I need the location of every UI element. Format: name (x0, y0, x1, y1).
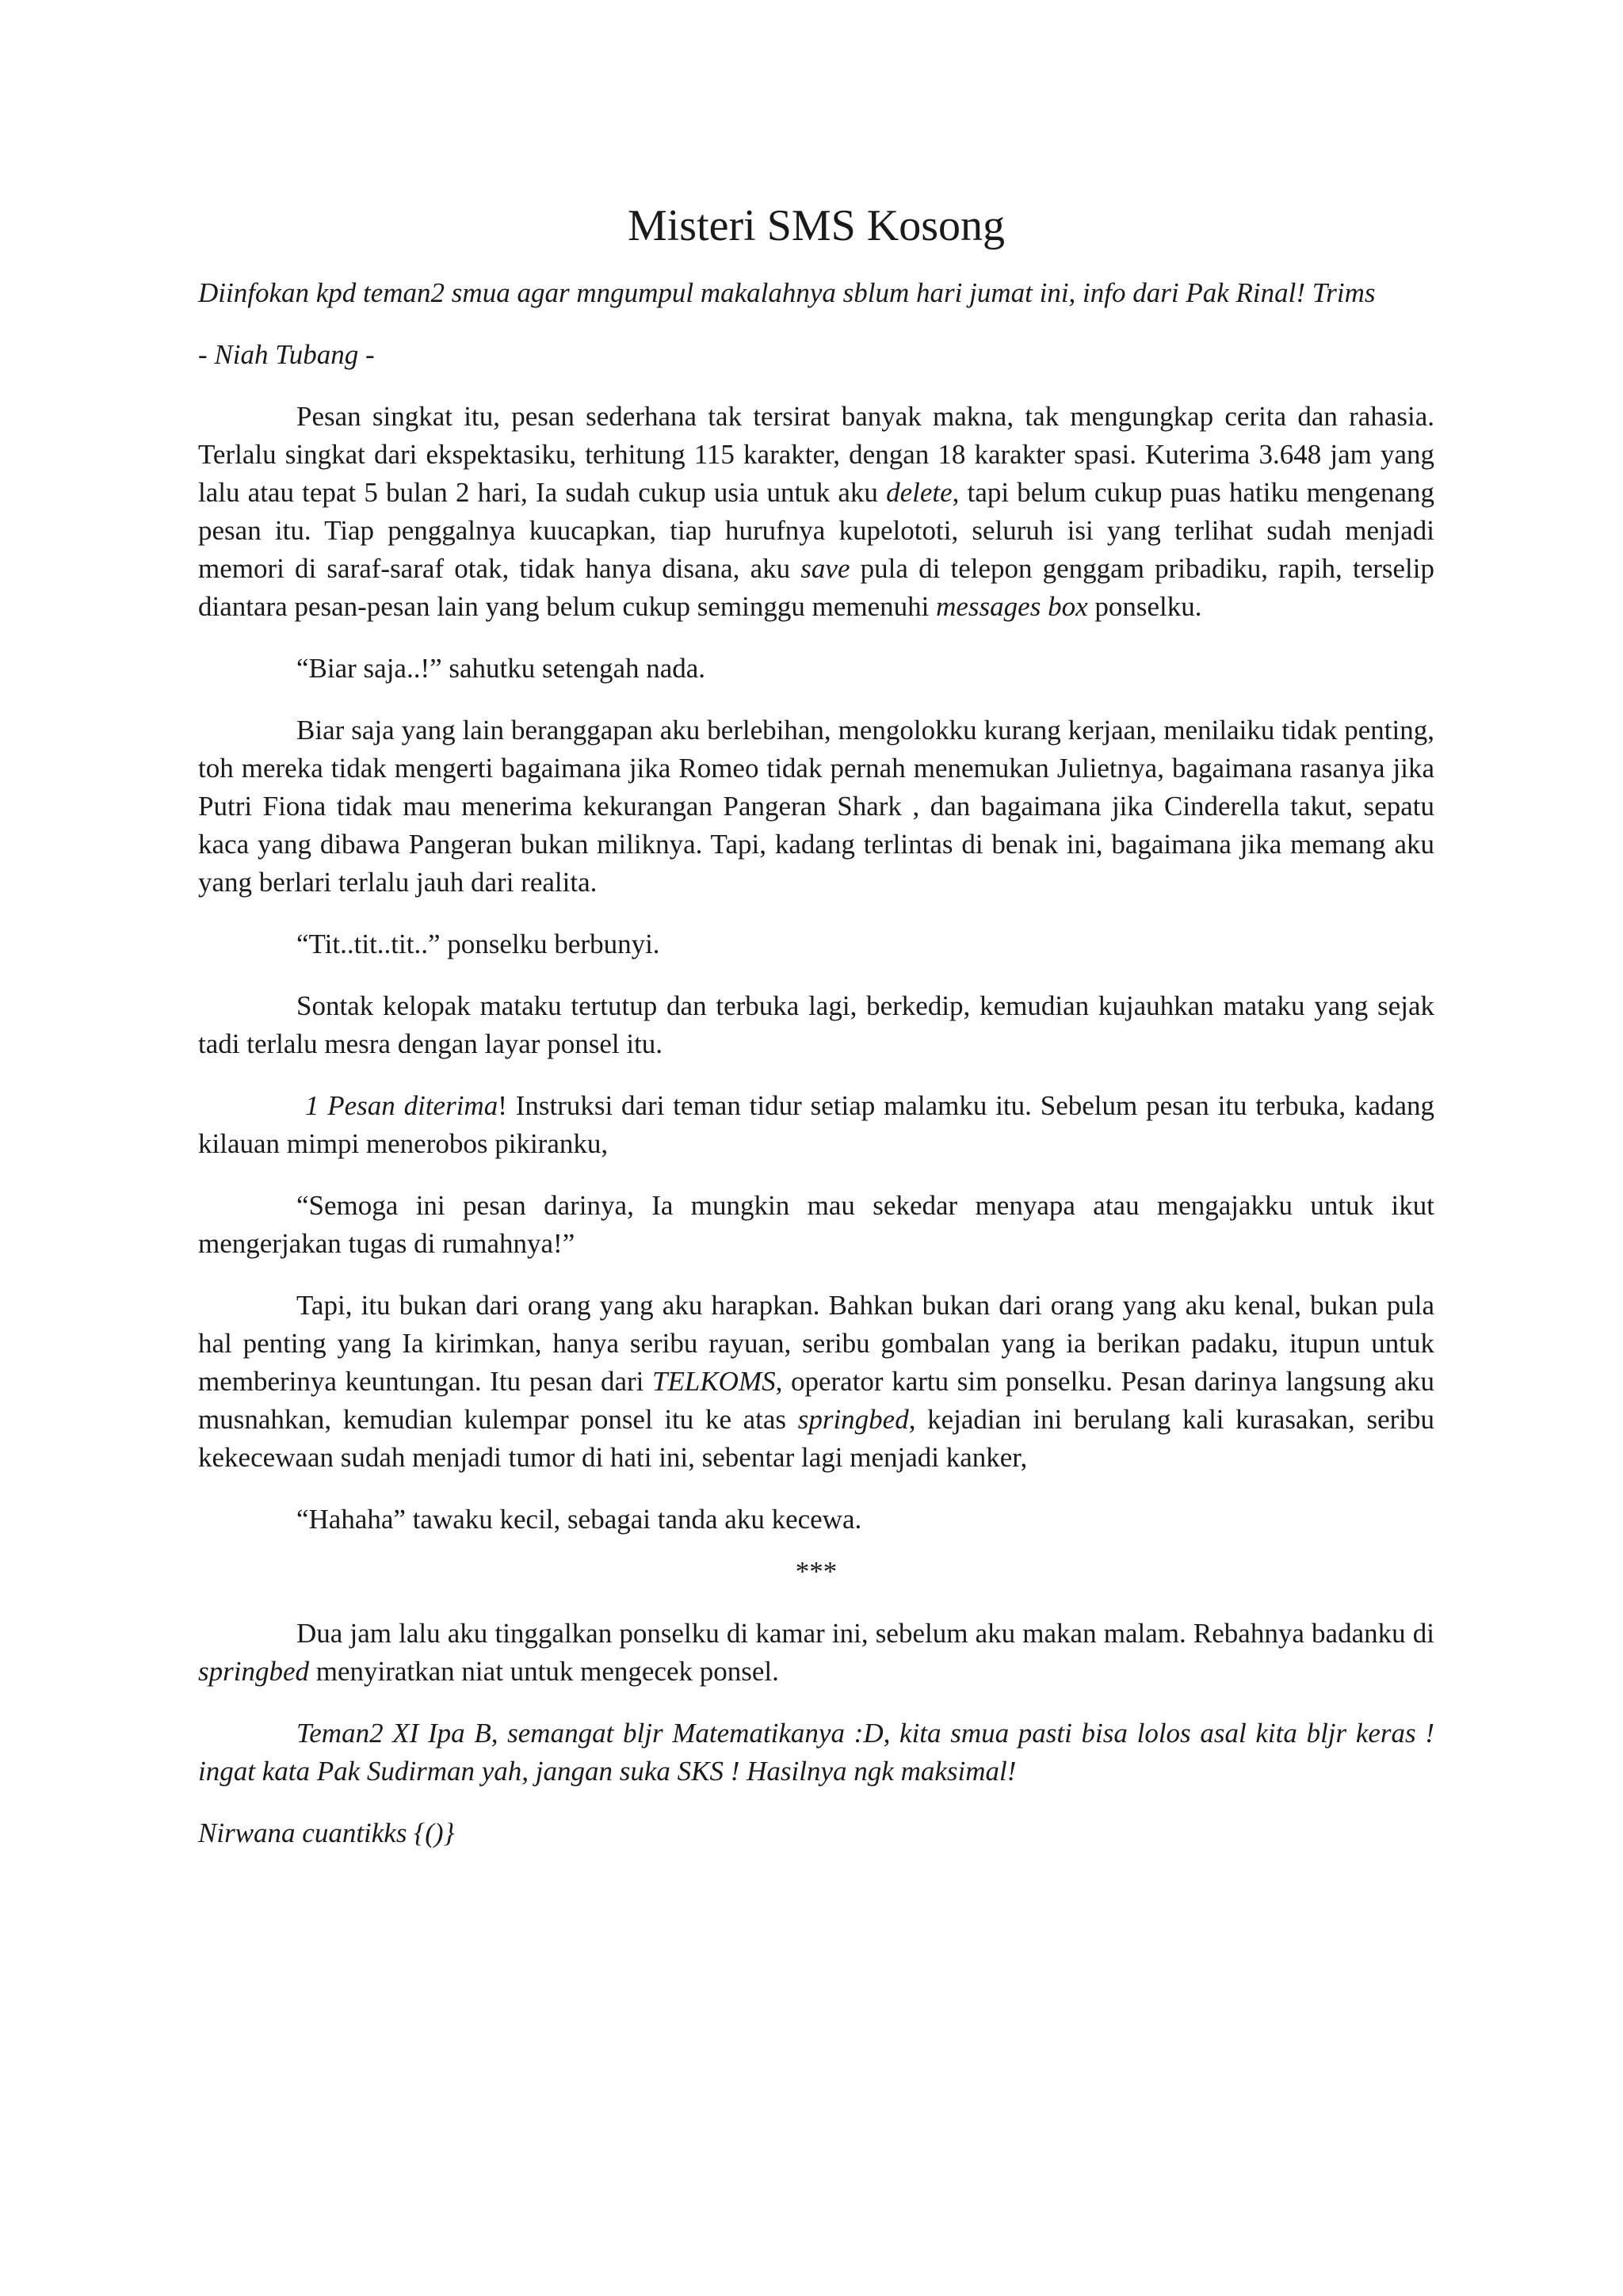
paragraph-2: Biar saja yang lain beranggapan aku berlebihan, mengolokku kurang kerjaan, menilaiku tidak penting, toh mereka tidak mengerti bagaimana jika Romeo tidak pernah menemukan Julietnya, bagaimana rasanya jika Putri Fiona tidak mau menerima kekurangan Pangeran Shark , dan bagaimana jika Cinderella takut, sepatu kaca yang dibawa Pangeran bukan miliknya. Tapi, kadang terlintas di benak ini, bagaimana jika memang aku yang berlari terlalu jauh dari realita. (198, 715, 1434, 898)
dialog-1: “Biar saja..!” sahutku setengah nada. (296, 653, 706, 684)
paragraph-4: 1 Pesan diterima! Instruksi dari teman tidur setiap malamku itu. Sebelum pesan itu terbuka, kadang kilauan mimpi menerobos pikiranku, (198, 1090, 1435, 1159)
paragraph-5: Tapi, itu bukan dari orang yang aku harapkan. Bahkan bukan dari orang yang aku kenal, bukan pula hal penting yang Ia kirimkan, hanya seribu rayuan, seribu gombalan yang ia berikan padaku, itupun untuk memberinya keuntungan. Itu pesan dari TELKOMS, operator kartu sim ponselku. Pesan darinya langsung aku musnahkan, kemudian kulempar ponsel itu ke atas springbed, kejadian ini berulang kali kurasakan, seribu kekecewaan sudah menjadi tumor di hati ini, sebentar lagi menjadi kanker, (198, 1290, 1435, 1473)
dialog-4: “Hahaha” tawaku kecil, sebagai tanda aku kecewa. (296, 1504, 862, 1535)
document-title: Misteri SMS Kosong (627, 201, 1006, 250)
section-separator: *** (795, 1556, 838, 1587)
paragraph-3: Sontak kelopak mataku tertutup dan terbuka lagi, berkedip, kemudian kujauhkan mataku yang sejak tadi terlalu mesra dengan layar ponsel itu. (198, 990, 1434, 1059)
document-page (198, 198, 1434, 1852)
sms-sender-1: - Niah Tubang - (198, 339, 375, 370)
paragraph-6: Dua jam lalu aku tinggalkan ponselku di kamar ini, sebelum aku makan malam. Rebahnya badanku di springbed menyiratkan niat untuk mengecek ponsel. (198, 1618, 1434, 1687)
dialog-2: “Tit..tit..tit..” ponselku berbunyi. (296, 929, 660, 959)
paragraph-1: Pesan singkat itu, pesan sederhana tak tersirat banyak makna, tak mengungkap cerita dan rahasia. Terlalu singkat dari ekspektasiku, terhitung 115 karakter, dengan 18 karakter spasi. Kuterima 3.648 jam yang lalu atau tepat 5 bulan 2 hari, Ia sudah cukup usia untuk aku delete, tapi belum cukup puas hatiku mengenang pesan itu. Tiap penggalnya kuucapkan, tiap hurufnya kupelototi, seluruh isi yang terlihat sudah menjadi memori di saraf-saraf otak, tidak hanya disana, aku save pula di telepon genggam pribadiku, rapih, terselip diantara pesan-pesan lain yang belum cukup seminggu memenuhi messages box ponselku. (198, 401, 1434, 622)
sms-sender-2: Nirwana cuantikks {()} (198, 1817, 455, 1848)
sms-message-2: Teman2 XI Ipa B, semangat bljr Matematikanya :D, kita smua pasti bisa lolos asal kita bljr keras ! ingat kata Pak Sudirman yah, jangan suka SKS ! Hasilnya ngk maksimal! (198, 1718, 1434, 1787)
sms-message-1: Diinfokan kpd teman2 smua agar mngumpul makalahnya sblum hari jumat ini, info dari Pak Rinal! Trims (198, 277, 1376, 308)
dialog-3: “Semoga ini pesan darinya, Ia mungkin mau sekedar menyapa atau mengajakku untuk ikut mengerjakan tugas di rumahnya!” (198, 1190, 1434, 1259)
